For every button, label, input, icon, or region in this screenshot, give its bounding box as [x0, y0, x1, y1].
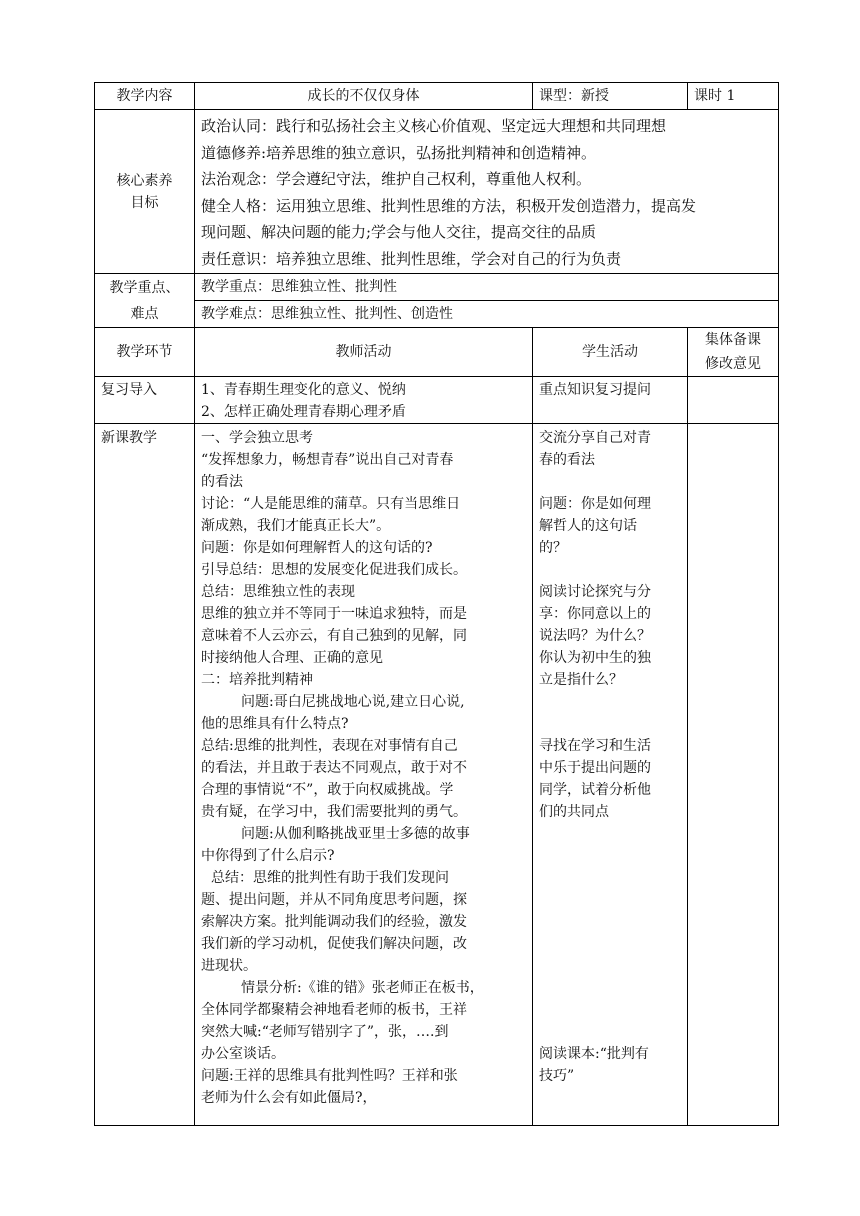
- student-line: 立是指什么？: [539, 672, 623, 688]
- teacher-line: 一、学会独立思考: [201, 430, 313, 446]
- student-line: 交流分享自己对青: [539, 430, 651, 446]
- review-teacher: [195, 377, 533, 424]
- lesson-type: 课型：新授: [533, 83, 688, 110]
- teacher-line: 办公室谈话。: [201, 1046, 285, 1062]
- teacher-line: 思维的独立并不等同于一味追求独特，而是: [201, 606, 467, 622]
- content-value: 成长的不仅仅身体: [195, 83, 533, 110]
- student-line: 技巧”: [539, 1068, 575, 1084]
- student-spacer: [539, 559, 681, 581]
- new-lesson-student: [533, 424, 688, 1126]
- teacher-line: 时接纳他人合理、正确的意见: [201, 650, 383, 666]
- teacher-line: 问题:从伽利略挑战亚里士多德的故事: [241, 826, 470, 842]
- teacher-line: 进现状。: [201, 958, 257, 974]
- goal-line: 健全人格：运用独立思维、批判性思维的方法，积极开发创造潜力，提高发: [201, 196, 697, 215]
- student-spacer: [539, 999, 681, 1021]
- student-spacer: [539, 867, 681, 889]
- student-line: 说法吗？为什么？: [539, 628, 651, 644]
- teacher-line: 讨论：“人是能思维的蒲草。只有当思维日: [201, 496, 461, 512]
- student-spacer: [539, 911, 681, 933]
- teacher-line: 总结：思维独立性的表现: [201, 584, 355, 600]
- new-lesson-teacher: [195, 424, 533, 1126]
- focus-label: [95, 274, 195, 328]
- review-notes: [688, 377, 779, 424]
- teacher-line: 贵有疑，在学习中，我们需要批判的勇气。: [201, 804, 467, 820]
- goals-label: [95, 110, 195, 274]
- goals-label-line1: 核心素养: [116, 172, 173, 189]
- teacher-line: 索解决方案。批判能调动我们的经验，激发: [201, 914, 467, 930]
- goal-line: 政治认同：践行和弘扬社会主义核心价值观、坚定远大理想和共同理想: [201, 117, 667, 135]
- lesson-plan-table: [94, 82, 779, 1126]
- col-stage: 教学环节: [95, 328, 195, 377]
- student-spacer: [539, 955, 681, 977]
- teacher-line: 中你得到了什么启示?: [201, 848, 335, 864]
- col-notes-line2: 修改意见: [705, 356, 761, 372]
- teacher-line: 他的思维具有什么特点?: [201, 716, 349, 732]
- teacher-line: 渐成熟，我们才能真正长大”。: [201, 518, 391, 534]
- goals-content: [195, 110, 779, 274]
- col-notes: [688, 328, 779, 377]
- teacher-line: 突然大喊:“老师写错别字了”，张，….到: [201, 1024, 449, 1040]
- student-line: 春的看法: [539, 452, 595, 468]
- student-line: 中乐于提出问题的: [539, 760, 651, 776]
- review-teacher-line: 2、怎样正确处理青春期心理矛盾: [201, 404, 406, 420]
- goal-line: 法治观念：学会遵纪守法，维护自己权利，尊重他人权利。: [201, 170, 592, 188]
- student-line: 寻找在学习和生活: [539, 738, 651, 754]
- goals-label-line2: 目标: [130, 194, 159, 211]
- student-line: 的？: [539, 540, 567, 556]
- focus-label-line2: 难点: [130, 305, 159, 322]
- column-header-row: [95, 328, 779, 377]
- student-spacer: [539, 691, 681, 713]
- student-spacer: [539, 823, 681, 845]
- student-line: 阅读讨论探究与分: [539, 584, 651, 600]
- focus-label-line1: 教学重点、: [109, 279, 180, 296]
- header-row: [95, 83, 779, 110]
- new-lesson-notes: [688, 424, 779, 1126]
- lesson-plan-page: [94, 82, 778, 1126]
- teacher-line: “发挥想象力，畅想青春”说出自己对青春: [201, 452, 454, 468]
- student-spacer: [539, 933, 681, 955]
- student-spacer: [539, 845, 681, 867]
- teacher-line: 总结：思维的批判性有助于我们发现问: [211, 870, 449, 886]
- new-lesson-row: [95, 424, 779, 1126]
- teacher-line: 合理的事情说“不”，敢于向权威挑战。学: [201, 782, 454, 798]
- goal-line: 现问题、解决问题的能力;学会与他人交往，提高交往的品质: [201, 223, 597, 241]
- student-line: 你认为初中生的独: [539, 650, 651, 666]
- teacher-line: 问题：你是如何理解哲人的这句话的?: [201, 540, 433, 556]
- student-line: 问题：你是如何理: [539, 496, 651, 512]
- student-line: 阅读课本:“批判有: [539, 1046, 649, 1062]
- review-stage: 复习导入: [95, 377, 195, 424]
- student-spacer: [539, 713, 681, 735]
- teacher-line: 的看法: [201, 474, 243, 490]
- new-lesson-stage: 新课教学: [95, 424, 195, 1126]
- teacher-line: 意味着不人云亦云，有自己独到的见解，同: [201, 628, 467, 644]
- review-teacher-line: 1、青春期生理变化的意义、悦纳: [201, 382, 406, 398]
- student-spacer: [539, 889, 681, 911]
- student-line: 解哲人的这句话: [539, 518, 637, 534]
- teacher-line: 二：培养批判精神: [201, 672, 313, 688]
- student-line: 们的共同点: [539, 804, 609, 820]
- teacher-line: 全体同学都聚精会神地看老师的板书，王祥: [201, 1002, 467, 1018]
- student-line: 同学，试着分析他: [539, 782, 651, 798]
- teacher-line: 问题:王祥的思维具有批判性吗？王祥和张: [201, 1068, 458, 1084]
- col-notes-line1: 集体备课: [705, 332, 761, 348]
- content-label: 教学内容: [95, 83, 195, 110]
- focus-key-row: [95, 274, 779, 301]
- review-row: [95, 377, 779, 424]
- goals-row: [95, 110, 779, 274]
- teacher-line: 题、提出问题，并从不同角度思考问题，探: [201, 892, 467, 908]
- teacher-line: 引导总结：思想的发展变化促进我们成长。: [201, 562, 467, 578]
- goal-line: 责任意识：培养独立思维、批判性思维，学会对自己的行为负责: [201, 249, 622, 268]
- student-spacer: [539, 977, 681, 999]
- col-student: 学生活动: [533, 328, 688, 377]
- student-spacer: [539, 471, 681, 493]
- review-student: 重点知识复习提问: [533, 377, 688, 424]
- goal-line: 道德修养:培养思维的独立意识，弘扬批判精神和创造精神。: [201, 143, 597, 162]
- student-spacer: [539, 1021, 681, 1043]
- teacher-line: 问题:哥白尼挑战地心说,建立日心说,: [241, 694, 465, 710]
- focus-difficult-row: [95, 301, 779, 328]
- teacher-line: 的看法，并且敢于表达不同观点，敢于对不: [201, 760, 467, 776]
- focus-key: 教学重点：思维独立性、批判性: [195, 274, 779, 301]
- focus-difficult: 教学难点：思维独立性、批判性、创造性: [195, 301, 779, 328]
- teacher-line: 我们新的学习动机，促使我们解决问题，改: [201, 936, 467, 952]
- teacher-line: 情景分析:《谁的错》张老师正在板书，: [241, 980, 484, 996]
- teacher-line: 总结:思维的批判性，表现在对事情有自己: [201, 738, 458, 754]
- col-teacher: 教师活动: [195, 328, 533, 377]
- lesson-periods: 课时 1: [688, 83, 779, 110]
- teacher-line: 老师为什么会有如此僵局?，: [201, 1090, 377, 1106]
- student-line: 享：你同意以上的: [539, 606, 651, 622]
